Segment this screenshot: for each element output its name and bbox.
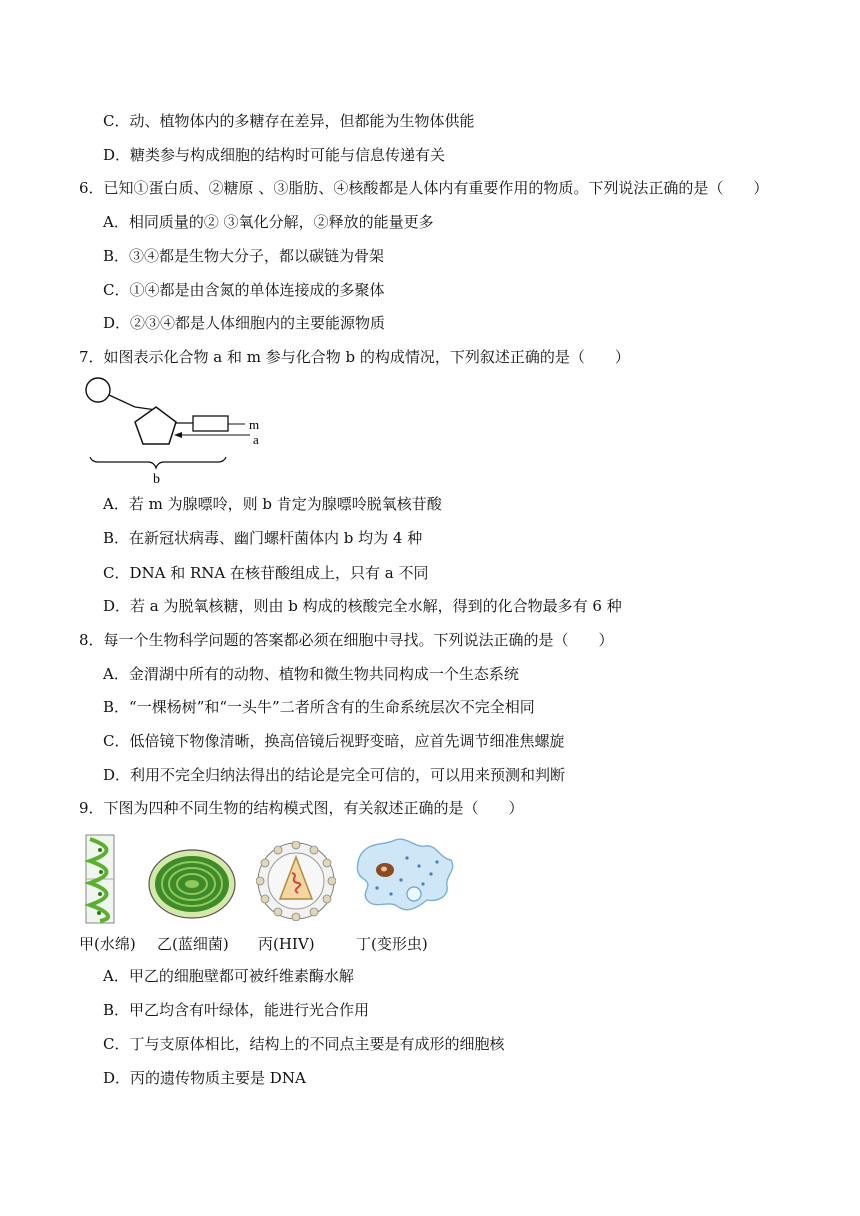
q8-option-a: A．金渭湖中所有的动物、植物和微生物共同构成一个生态系统 — [103, 665, 519, 683]
caption-cyanobacteria: 乙(蓝细菌) — [157, 935, 229, 953]
q5-option-d: D．糖类参与构成细胞的结构时可能与信息传递有关 — [103, 146, 446, 164]
q6-option-b: B．③④都是生物大分子，都以碳链为骨架 — [103, 247, 385, 265]
q6-option-c: C．①④都是由含氮的单体连接成的多聚体 — [103, 281, 385, 299]
a-pointer-arrowhead — [174, 432, 182, 438]
q5-option-c: C．动、植物体内的多糖存在差异，但都能为生物体供能 — [103, 112, 475, 130]
q8-option-c: C．低倍镜下物像清晰，换高倍镜后视野变暗，应首先调节细准焦螺旋 — [103, 732, 565, 750]
question-6-stem: 6．已知①蛋白质、②糖原 、③脂肪、④核酸都是人体内有重要作用的物质。下列说法正确的是（ ） — [79, 179, 769, 197]
q9-option-d: D．丙的遗传物质主要是 DNA — [103, 1069, 306, 1087]
caption-hiv: 丙(HIV) — [258, 935, 315, 953]
m-label: m — [249, 417, 260, 432]
cyanobacteria-image — [147, 848, 237, 920]
q7-option-b: B．在新冠状病毒、幽门螺杆菌体内 b 均为 4 种 — [103, 529, 423, 547]
amoeba-image — [351, 836, 457, 918]
phosphate-circle — [86, 378, 110, 402]
question-9-stem: 9．下图为四种不同生物的结构模式图，有关叙述正确的是（ ） — [79, 799, 524, 817]
hiv-image — [256, 841, 336, 921]
q9-option-c: C．丁与支原体相比，结构上的不同点主要是有成形的细胞核 — [103, 1035, 505, 1053]
q8-option-d: D．利用不完全归纳法得出的结论是完全可信的，可以用来预测和判断 — [103, 766, 566, 784]
b-label: b — [153, 472, 160, 487]
question-7-stem: 7．如图表示化合物 a 和 m 参与化合物 b 的构成情况，下列叙述正确的是（ ） — [79, 348, 630, 366]
base-box — [193, 416, 228, 431]
nucleotide-diagram — [78, 372, 288, 490]
b-brace — [90, 457, 226, 468]
q6-option-d: D．②③④都是人体细胞内的主要能源物质 — [103, 314, 386, 332]
q8-option-b: B．“一棵杨树”和“一头牛”二者所含有的生命系统层次不完全相同 — [103, 698, 535, 716]
q7-option-d: D．若 a 为脱氧核糖，则由 b 构成的核酸完全水解，得到的化合物最多有 6 种 — [103, 597, 622, 615]
phosphate-bond — [109, 395, 135, 407]
spirogyra-image — [82, 833, 118, 925]
a-label: a — [253, 432, 259, 447]
caption-amoeba: 丁(变形虫) — [356, 935, 428, 953]
pentose-sugar — [135, 407, 176, 444]
q9-option-b: B．甲乙均含有叶绿体，能进行光合作用 — [103, 1001, 370, 1019]
q7-option-c: C．DNA 和 RNA 在核苷酸组成上，只有 a 不同 — [103, 564, 429, 582]
q6-option-a: A．相同质量的② ③氧化分解，②释放的能量更多 — [103, 213, 434, 231]
caption-spirogyra: 甲(水绵) — [79, 935, 136, 953]
question-8-stem: 8．每一个生物科学问题的答案都必须在细胞中寻找。下列说法正确的是（ ） — [79, 631, 614, 649]
q9-option-a: A．甲乙的细胞壁都可被纤维素酶水解 — [103, 967, 354, 985]
q7-option-a: A．若 m 为腺嘌呤，则 b 肯定为腺嘌呤脱氧核苷酸 — [103, 495, 442, 513]
